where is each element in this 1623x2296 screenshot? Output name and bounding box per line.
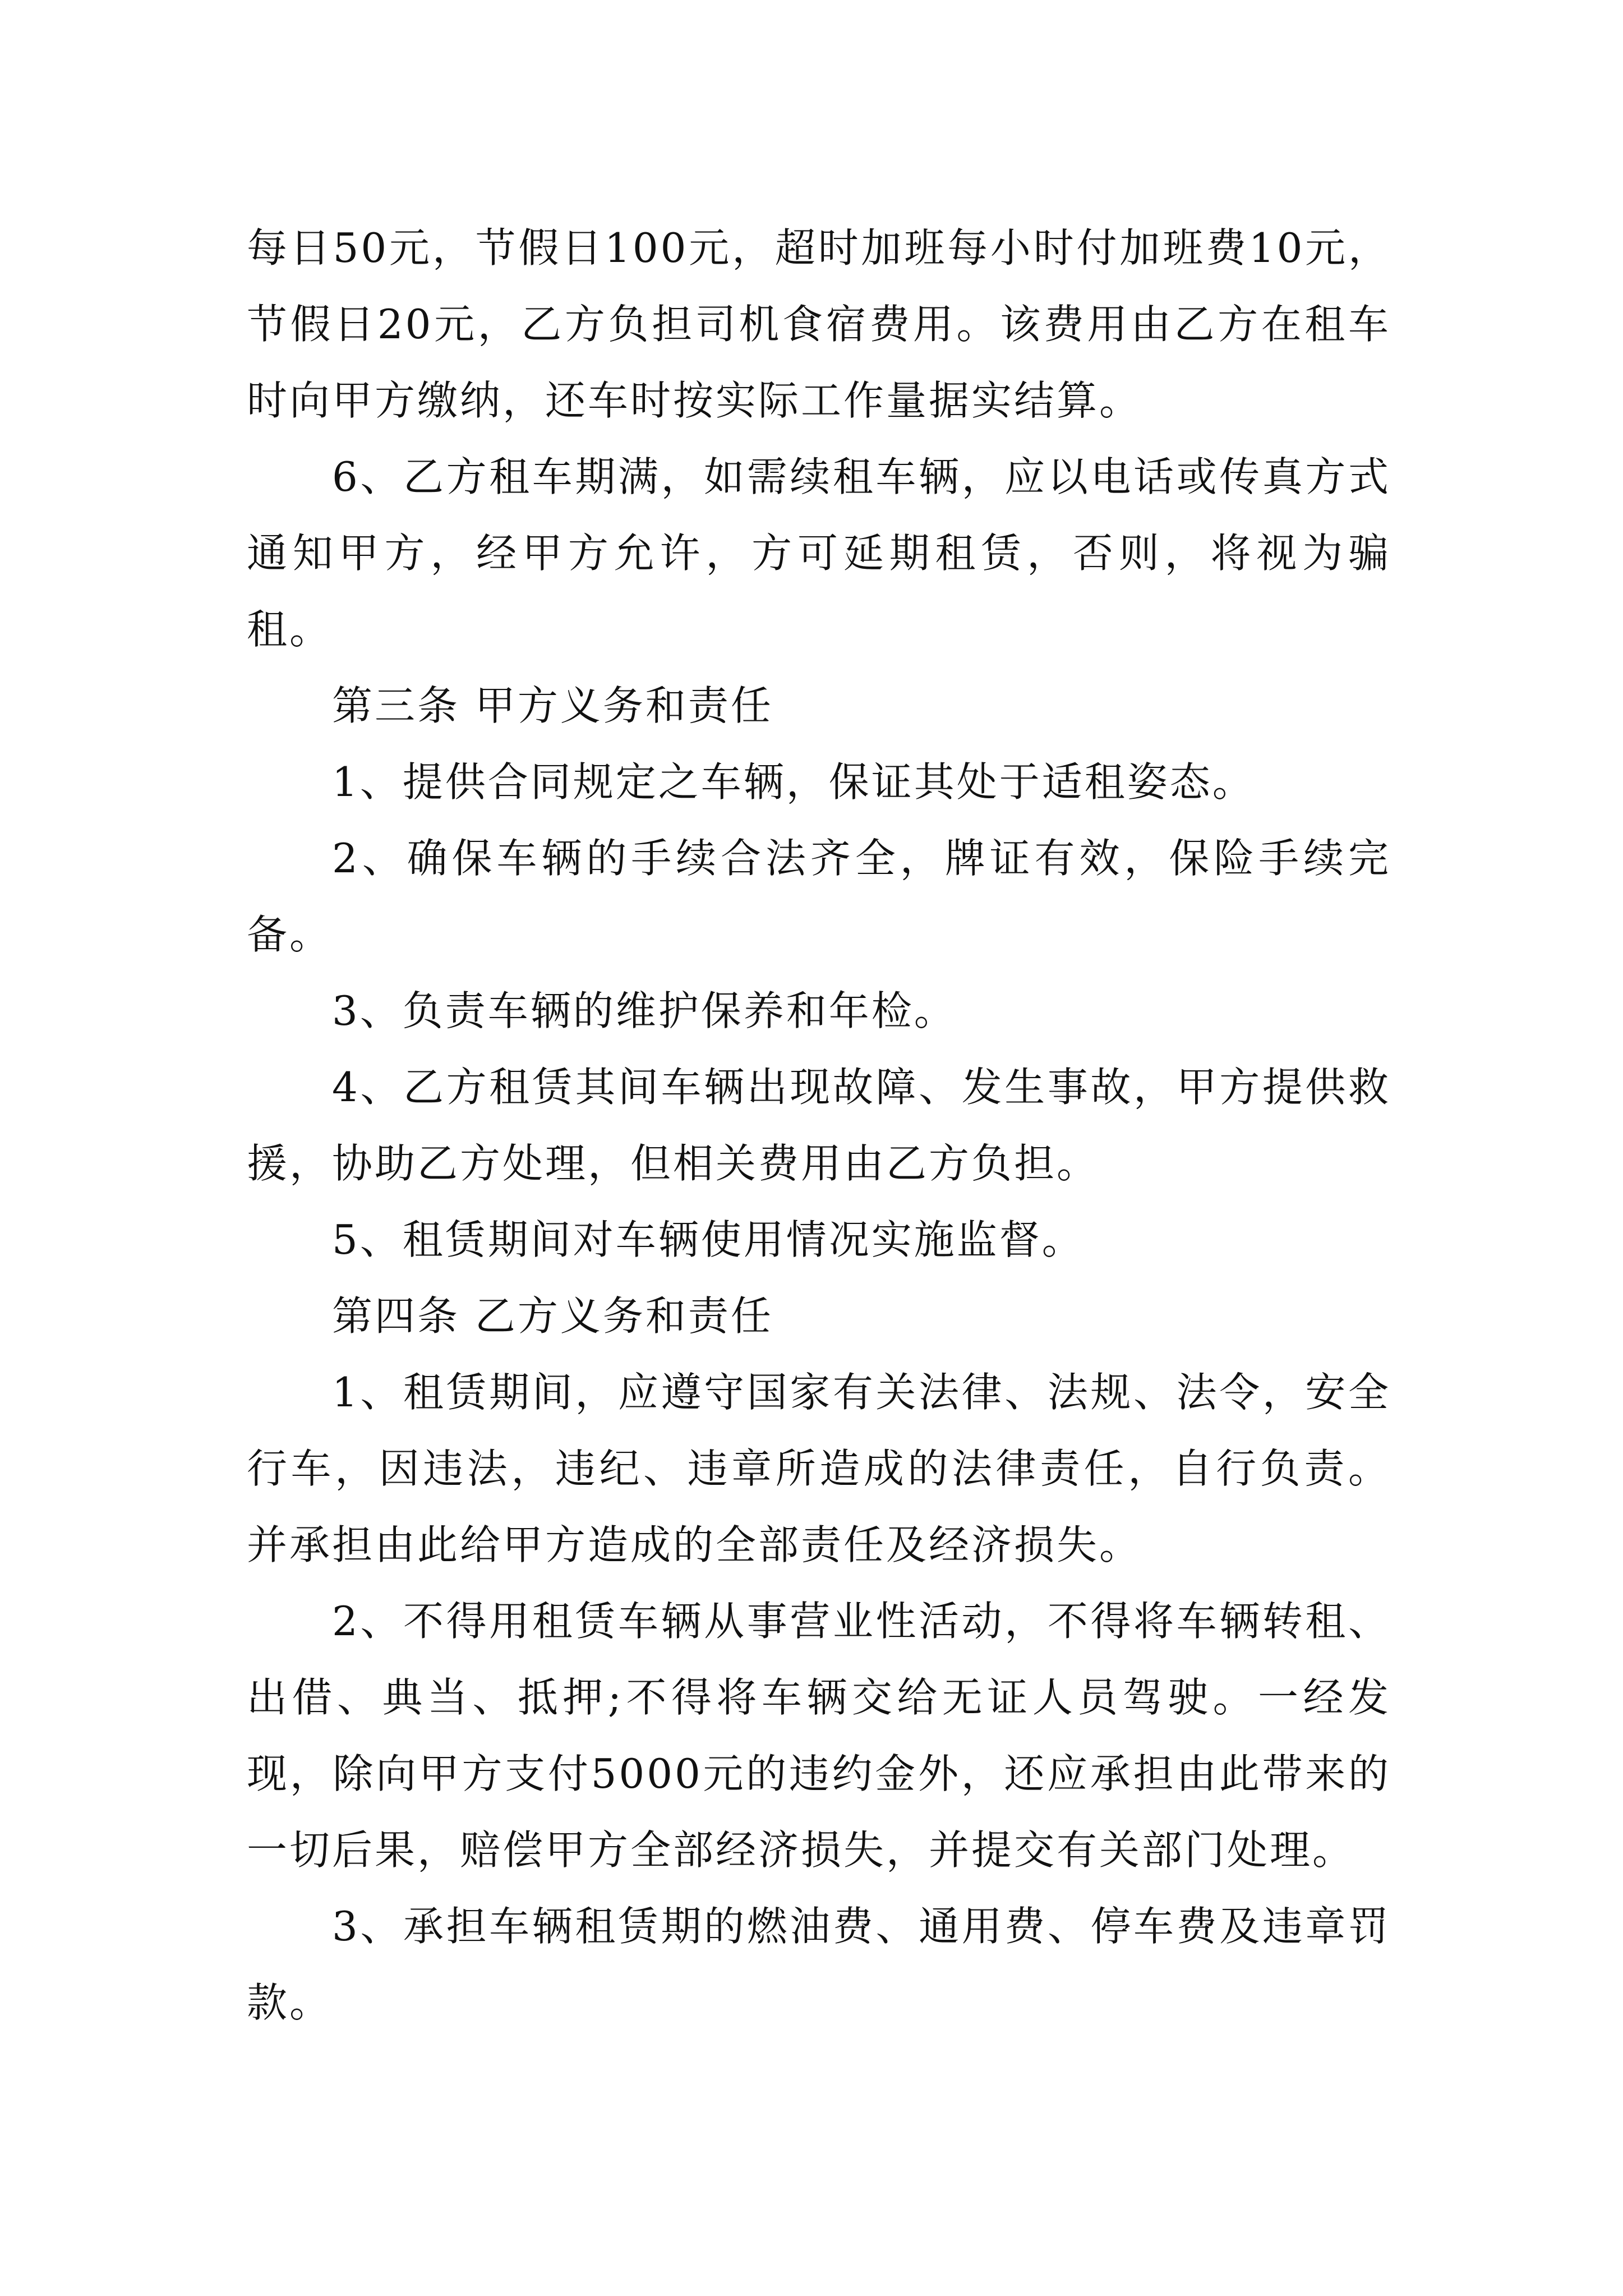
paragraph-driver-fees: 每日50元，节假日100元，超时加班每小时付加班费10元，节假日20元，乙方负担司机食宿费用。该费用由乙方在租车时向甲方缴纳，还车时按实际工作量据实结算。 xyxy=(247,224,1391,424)
paragraph-3-5: 5、租赁期间对车辆使用情况实施监督。 xyxy=(332,1216,1085,1263)
paragraph-3-4: 4、乙方租赁其间车辆出现故障、发生事故，甲方提供救援，协助乙方处理，但相关费用由乙方负担。 xyxy=(247,1064,1391,1187)
paragraph-3-1: 1、提供合同规定之车辆，保证其处于适租姿态。 xyxy=(332,758,1255,806)
document-body xyxy=(247,210,1391,2041)
article-4-heading: 第四条 乙方义务和责任 xyxy=(332,1292,773,1340)
paragraph-4-3: 3、承担车辆租赁期的燃油费、通用费、停车费及违章罚款。 xyxy=(247,1903,1391,2026)
paragraph-4-1: 1、租赁期间，应遵守国家有关法律、法规、法令，安全行车，因违法，违纪、违章所造成的法律责任，自行负责。并承担由此给甲方造成的全部责任及经济损失。 xyxy=(247,1369,1391,1568)
paragraph-3-3: 3、负责车辆的维护保养和年检。 xyxy=(332,987,957,1034)
article-3-heading: 第三条 甲方义务和责任 xyxy=(332,682,773,729)
paragraph-rental-extension: 6、乙方租车期满，如需续租车辆，应以电话或传真方式通知甲方，经甲方允许，方可延期租赁，否则，将视为骗租。 xyxy=(247,453,1391,653)
paragraph-3-2: 2、确保车辆的手续合法齐全，牌证有效，保险手续完备。 xyxy=(247,835,1391,958)
paragraph-4-2: 2、不得用租赁车辆从事营业性活动，不得将车辆转租、出借、典当、抵押;不得将车辆交给无证人员驾驶。一经发现，除向甲方支付5000元的违约金外，还应承担由此带来的一切后果，赔偿甲方全部经济损失，并提交有关部门处理。 xyxy=(247,1598,1391,1874)
